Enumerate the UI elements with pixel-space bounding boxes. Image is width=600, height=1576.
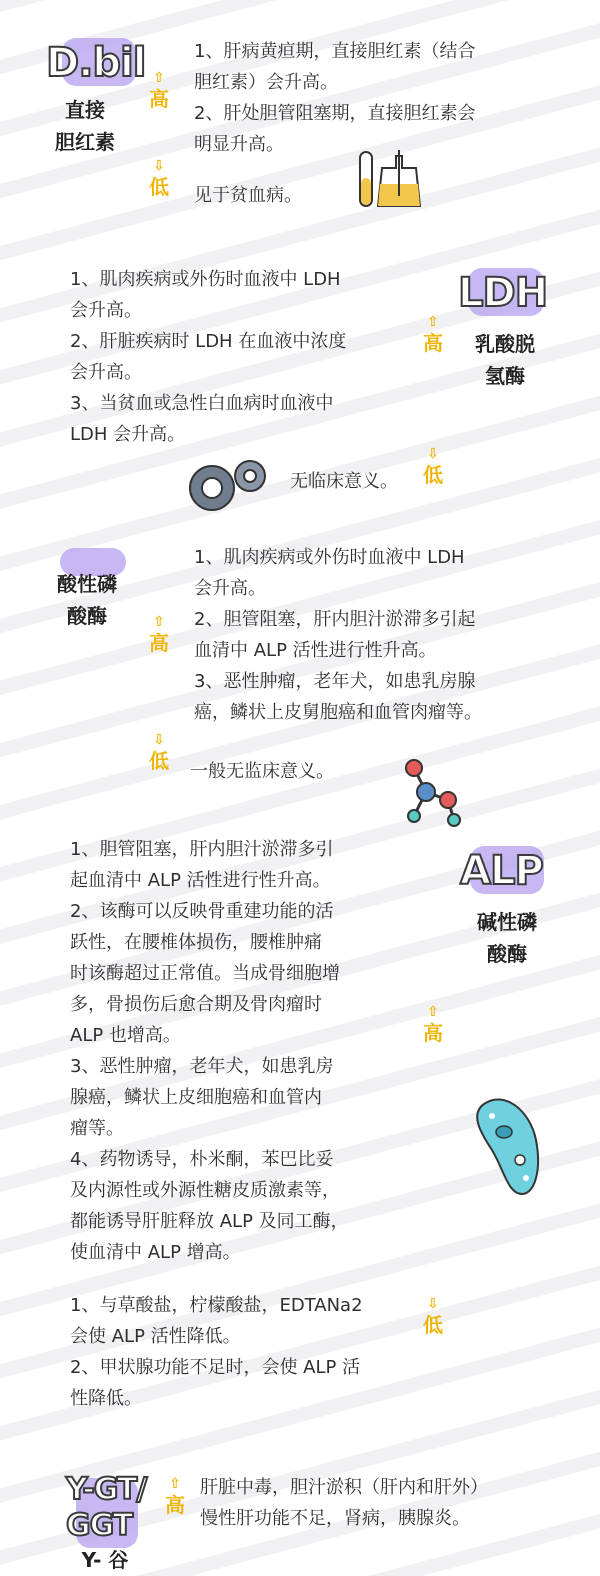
text-line: 会使 ALP 活性降低。 <box>70 1326 241 1347</box>
name-line: 氢酶 <box>485 364 525 388</box>
text-line: 会升高。 <box>70 300 142 321</box>
low-label: 低 <box>423 463 443 487</box>
high-indicator <box>418 314 448 356</box>
text-line: 及内源性或外源性糖皮质激素等， <box>70 1180 340 1201</box>
text-line: 起血清中 ALP 活性进行性升高。 <box>70 870 331 891</box>
text-line: 3、恶性肿瘤，老年犬，如患乳房 <box>70 1056 334 1077</box>
text-line: 会升高。 <box>70 362 142 383</box>
low-label: 低 <box>423 1313 443 1337</box>
name-line: 酸性磷 <box>57 572 117 596</box>
text-line: 3、恶性肿瘤，老年犬，如患乳房腺 <box>194 671 476 692</box>
low-indicator <box>144 158 174 200</box>
high-indicator <box>144 614 174 656</box>
text-line: 癌，鳞状上皮舅胞癌和血管肉瘤等。 <box>194 702 482 723</box>
ggt-name: Y- 谷 <box>81 1548 129 1572</box>
paramecium-icon <box>470 1090 550 1200</box>
text-line: 胆红素）会升高。 <box>194 72 338 93</box>
text-line: 多，骨损伤后愈合期及骨肉瘤时 <box>70 994 322 1015</box>
text-line: 肝脏中毒，胆汁淤积（肝内和肝外） <box>200 1477 488 1498</box>
text-line: 使血清中 ALP 增高。 <box>70 1242 241 1263</box>
text-line: 1、肌肉疾病或外伤时血液中 LDH <box>70 269 341 290</box>
text-line: 2、肝脏疾病时 LDH 在血液中浓度 <box>70 331 347 352</box>
text-line: 2、肝处胆管阻塞期，直接胆红素会 <box>194 103 476 124</box>
high-label: 高 <box>423 331 443 355</box>
text-line: 1、与草酸盐，柠檬酸盐，EDTANa2 <box>70 1295 363 1316</box>
low-indicator <box>418 446 448 488</box>
text-line: 1、胆管阻塞，肝内胆汁淤滞多引 <box>70 839 334 860</box>
text-line: 血清中 ALP 活性进行性升高。 <box>194 640 437 661</box>
text-line: 性降低。 <box>70 1388 142 1409</box>
arrow-down-icon: ⇩ <box>153 158 165 174</box>
high-indicator <box>418 1004 448 1046</box>
gears-icon <box>182 456 272 518</box>
text-line: ALP 也增高。 <box>70 1025 181 1046</box>
arrow-down-icon: ⇩ <box>427 1296 439 1312</box>
name-line: 酸酶 <box>67 604 107 628</box>
text-line: 明显升高。 <box>194 134 284 155</box>
arrow-up-icon: ⇧ <box>427 1004 439 1020</box>
acp-name <box>42 568 132 632</box>
ldh-low-text: 无临床意义。 <box>290 471 398 492</box>
text-line: 腺癌，鳞状上皮细胞癌和血管内 <box>70 1087 322 1108</box>
text-line: 3、当贫血或急性白血病时血液中 <box>70 393 334 414</box>
ggt-logo <box>66 1472 146 1544</box>
high-label: 高 <box>149 87 169 111</box>
ldh-name <box>460 328 550 392</box>
name-line: 胆红素 <box>55 130 115 154</box>
arrow-up-icon: ⇧ <box>169 1476 181 1492</box>
low-indicator <box>144 732 174 774</box>
dbil-logo: D.bil <box>46 40 146 86</box>
arrow-down-icon: ⇩ <box>153 732 165 748</box>
high-label: 高 <box>149 631 169 655</box>
ldh-high-text <box>70 264 346 450</box>
text-line: 都能诱导肝脏释放 ALP 及同工酶， <box>70 1211 349 1232</box>
dbil-name <box>40 94 130 158</box>
text-line: LDH 会升高。 <box>70 424 186 445</box>
alp-low-text <box>70 1290 363 1414</box>
acp-low-text: 一般无监床意义。 <box>190 761 334 782</box>
text-line: 1、肝病黄疸期，直接胆红素（结合 <box>194 41 476 62</box>
alp-high-text <box>70 834 349 1268</box>
low-indicator <box>418 1296 448 1338</box>
text-line: 2、该酶可以反映骨重建功能的活 <box>70 901 334 922</box>
arrow-down-icon: ⇩ <box>427 446 439 462</box>
text-line: 慢性肝功能不足，肾病，胰腺炎。 <box>200 1508 470 1529</box>
arrow-up-icon: ⇧ <box>153 70 165 86</box>
dbil-high-text <box>194 36 475 160</box>
logo-line: Y-GT/ <box>66 1472 147 1507</box>
text-line: 时该酶超过正常值。当成骨细胞增 <box>70 963 340 984</box>
name-line: 酸酶 <box>487 942 527 966</box>
arrow-up-icon: ⇧ <box>427 314 439 330</box>
high-label: 高 <box>165 1493 185 1517</box>
text-line: 2、胆管阻塞，肝内胆汁淤滞多引起 <box>194 609 476 630</box>
name-line: 乳酸脱 <box>475 332 535 356</box>
acp-high-text <box>194 542 482 728</box>
ldh-logo: LDH <box>458 270 548 316</box>
text-line: 瘤等。 <box>70 1118 124 1139</box>
high-label: 高 <box>423 1021 443 1045</box>
text-line: 会升高。 <box>194 578 266 599</box>
high-indicator <box>160 1476 190 1518</box>
logo-line: GGT <box>66 1508 133 1543</box>
text-line: 1、肌肉疾病或外伤时血液中 LDH <box>194 547 465 568</box>
low-label: 低 <box>149 175 169 199</box>
test-tube-icon <box>352 148 424 212</box>
text-line: 2、甲状腺功能不足时，会使 ALP 活 <box>70 1357 361 1378</box>
alp-logo: ALP <box>460 848 543 894</box>
name-line: 直接 <box>65 98 105 122</box>
low-label: 低 <box>149 749 169 773</box>
arrow-up-icon: ⇧ <box>153 614 165 630</box>
molecule-icon <box>396 756 466 830</box>
name-line: 碱性磷 <box>477 910 537 934</box>
text-line: 4、药物诱导，朴米酮，苯巴比妥 <box>70 1149 334 1170</box>
dbil-low-text: 见于贫血病。 <box>194 185 302 206</box>
high-indicator <box>144 70 174 112</box>
text-line: 跃性，在腰椎体损伤，腰椎肿痛 <box>70 932 322 953</box>
alp-name <box>462 906 552 970</box>
ggt-high-text <box>200 1472 488 1534</box>
